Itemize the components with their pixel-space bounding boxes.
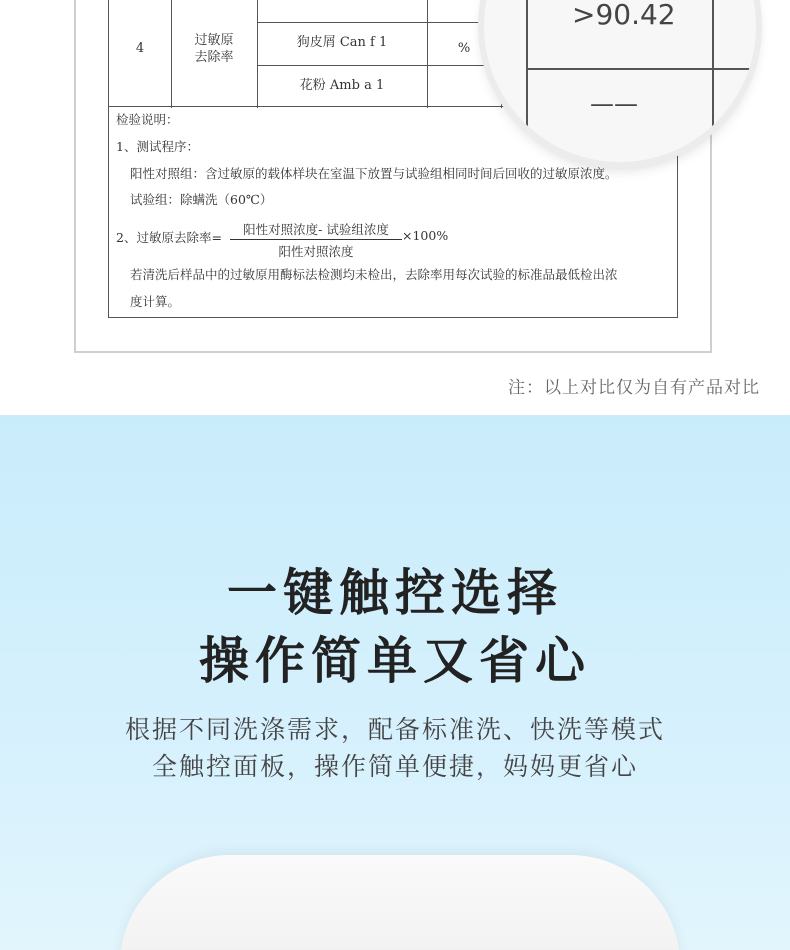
category-cell: 过敏原 去除率 <box>194 32 234 65</box>
formula-numerator: 阳性对照浓度- 试验组浓度 <box>230 220 402 240</box>
formula-fraction <box>230 220 402 260</box>
device-top-image <box>120 855 680 950</box>
allergen-pollen: 花粉 Amb a 1 <box>299 78 385 94</box>
notes-control: 阳性对照组：含过敏原的载体样块在室温下放置与试验组相同时间后回收的过敏原浓度。 <box>130 166 618 181</box>
subtitle-line2: 全触控面板，操作简单便捷，妈妈更省心 <box>151 752 638 781</box>
report-section <box>0 0 790 415</box>
headline-line1: 一键触控选择 <box>227 564 563 622</box>
magnified-removal-rate: >90.42 <box>572 0 676 31</box>
notes-remark-line2: 度计算。 <box>130 294 181 309</box>
formula-denominator: 阳性对照浓度 <box>278 244 354 259</box>
allergen-dust-mite <box>257 0 427 10</box>
notes-remark-line1: 若清洗后样品中的过敏原用酶标法检测均未检出，去除率用每次试验的标准品最低检出浓 <box>130 267 618 282</box>
notes-item1: 1、测试程序： <box>116 139 199 154</box>
promo-section <box>0 415 790 950</box>
notes-title: 检验说明： <box>116 112 179 127</box>
notes-item2-suffix: ×100% <box>402 228 449 243</box>
row-number: 4 <box>135 41 145 57</box>
magnified-dash: —— <box>590 90 638 118</box>
unit-cell: % <box>457 41 471 57</box>
allergen-dog-dander: 狗皮屑 Can f 1 <box>296 35 388 51</box>
notes-test: 试验组：除螨洗（60℃） <box>130 192 273 207</box>
footnote: 注：以上对比仅为自有产品对比 <box>508 378 760 398</box>
headline-line2: 操作简单又省心 <box>199 632 591 690</box>
notes-item2-prefix: 2、过敏原去除率= <box>116 230 222 245</box>
subtitle-line1: 根据不同洗涤需求，配备标准洗、快洗等模式 <box>124 715 665 744</box>
